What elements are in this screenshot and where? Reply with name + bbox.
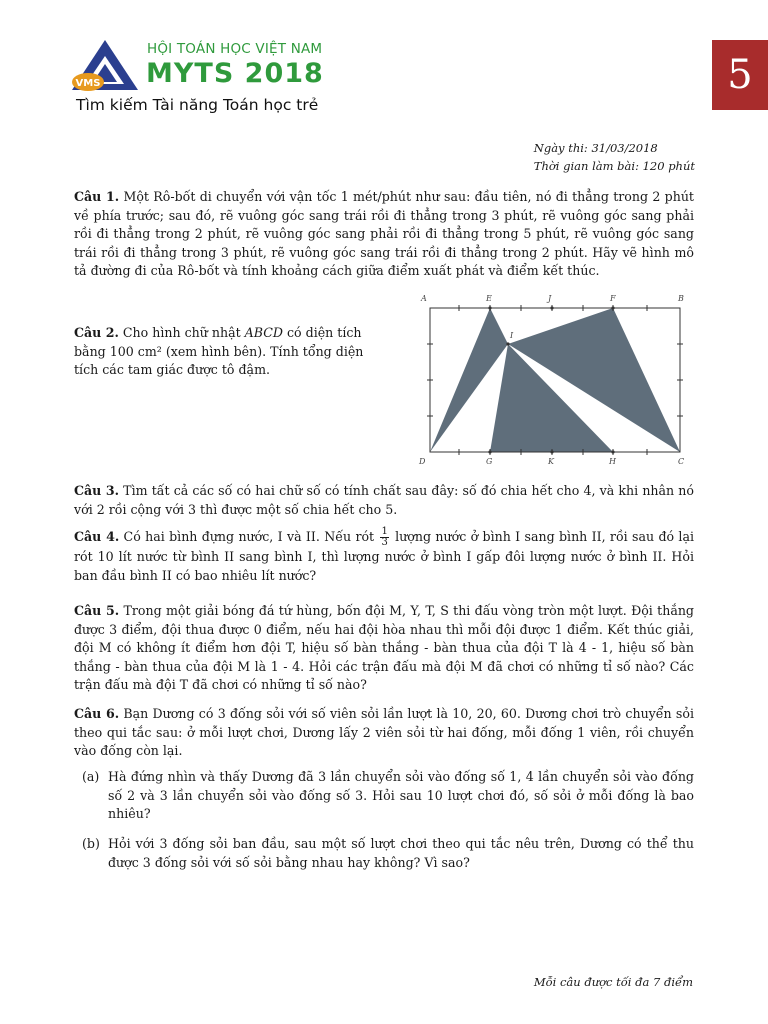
question-label: Câu 1. bbox=[74, 189, 120, 204]
exam-duration: Thời gian làm bài: 120 phút bbox=[533, 159, 695, 173]
part-label: (b) bbox=[82, 836, 100, 851]
question-text: Tìm tất cả các số có hai chữ số có tính chất sau đây: số đó chia hết cho 4, và khi nhân nó với 2 rồi cộng với 3 thì được một số chia hết cho 5. bbox=[74, 483, 695, 517]
part-text: Hỏi với 3 đống sỏi ban đầu, sau một số lượt chơi theo qui tắc nêu trên, Dương có thể thu được 3 đống sỏi với số sỏi bằng nhau hay không? Vì sao? bbox=[108, 836, 694, 870]
label-k: K bbox=[548, 457, 554, 466]
question-6-part-b bbox=[82, 835, 694, 872]
fraction bbox=[380, 527, 388, 548]
tagline: Tìm kiếm Tài năng Toán học trẻ bbox=[76, 96, 319, 114]
logo-text: VMS bbox=[75, 78, 101, 89]
label-f: F bbox=[610, 294, 616, 303]
rectangle-name: ABCD bbox=[244, 325, 283, 340]
question-4 bbox=[74, 527, 694, 585]
label-g: G bbox=[486, 457, 493, 466]
question-1 bbox=[74, 188, 694, 281]
event-title: MYTS 2018 bbox=[146, 58, 324, 89]
question-text: Trong một giải bóng đá tứ hùng, bốn đội M, Y, T, S thi đấu vòng tròn một lượt. Đội thắng được 3 điểm, đội thua được 0 điểm, nếu hai đội hòa nhau thì mỗi đội được 1 điểm. Kết thúc giải, đội M có không ít điểm hơn đội T, hiệu số bàn thắng - bàn thua của đội T là 4 - 1, hiệu số bàn thắng - bàn thua của đội M là 1 - 4. Hỏi các trận đấu mà đội M đã chơi có những tỉ số nào? Các trận đấu mà đội T đã chơi có những tỉ số nào? bbox=[74, 603, 694, 692]
question-text: Có hai bình đựng nước, I và II. Nếu rót bbox=[119, 529, 379, 544]
question-label: Câu 3. bbox=[74, 483, 120, 498]
organization-name: HỘI TOÁN HỌC VIỆT NAM bbox=[147, 41, 323, 57]
question-2 bbox=[74, 324, 384, 380]
fraction-numerator: 1 bbox=[381, 526, 388, 537]
question-text: lượng nước ở bình I sang bình II, rồi sau đó lại rót 10 lít nước từ bình II sang bình I, thì lượng nước ở bình I gấp đôi lượng nước ở bình II. Hỏi ban đầu bình II có bao nhiêu lít nước? bbox=[74, 529, 694, 583]
question-label: Câu 4. bbox=[74, 529, 120, 544]
exam-meta bbox=[534, 139, 695, 175]
label-b: B bbox=[678, 294, 684, 303]
exam-date: Ngày thi: 31/03/2018 bbox=[533, 141, 658, 155]
label-e: E bbox=[486, 294, 492, 303]
label-j: J bbox=[548, 294, 552, 303]
question-text: Một Rô-bốt di chuyển với vận tốc 1 mét/phút như sau: đầu tiên, nó đi thẳng trong 2 phút về phía trước; sau đó, rẽ vuông góc sang trái rồi đi thẳng trong 3 phút, rẽ vuông góc sang phải rồi đi thẳng trong 2 phút, rẽ vuông góc sang phải rồi đi thẳng trong 5 phút, rẽ vuông góc sang trái rồi đi thẳng trong 3 phút, rẽ vuông góc sang trái rồi đi thẳng trong 2 phút. Hãy vẽ hình mô tả đường đi của Rô-bốt và tính khoảng cách giữa điểm xuất phát và điểm kết thúc. bbox=[74, 189, 694, 278]
question-3 bbox=[74, 482, 694, 519]
label-d: D bbox=[419, 457, 426, 466]
question-6-part-a bbox=[82, 768, 694, 824]
part-text: Hà đứng nhìn và thấy Dương đã 3 lần chuyển sỏi vào đống số 1, 4 lần chuyển sỏi vào đống số 2 và 3 lần chuyển sỏi vào đống số 3. Hỏi sau 10 lượt chơi đó, số sỏi ở mỗi đống là bao nhiêu? bbox=[108, 769, 694, 821]
rectangle-figure bbox=[412, 286, 702, 472]
footer-note: Mỗi câu được tối đa 7 điểm bbox=[533, 975, 693, 989]
question-6 bbox=[74, 705, 694, 761]
question-5 bbox=[74, 602, 694, 695]
question-label: Câu 2. bbox=[74, 325, 119, 340]
question-label: Câu 5. bbox=[74, 603, 120, 618]
page-number-badge: 5 bbox=[712, 40, 768, 110]
vms-logo bbox=[70, 38, 140, 96]
question-text: có diện tích bằng 100 cm² (xem hình bên). Tính tổng diện tích các tam giác được tô đậm. bbox=[74, 325, 364, 377]
label-a: A bbox=[421, 294, 427, 303]
question-text: Cho hình chữ nhật bbox=[118, 325, 245, 340]
question-label: Câu 6. bbox=[74, 706, 120, 721]
fraction-denominator: 3 bbox=[381, 537, 388, 548]
label-c: C bbox=[678, 457, 685, 466]
part-label: (a) bbox=[82, 769, 100, 784]
question-text: Bạn Dương có 3 đống sỏi với số viên sỏi lần lượt là 10, 20, 60. Dương chơi trò chuyển sỏi theo qui tắc sau: ở mỗi lượt chơi, Dương lấy 2 viên sỏi từ hai đống, mỗi đống 1 viên, rồi chuyển vào đống còn lại. bbox=[74, 706, 694, 758]
label-i: I bbox=[510, 331, 514, 340]
label-h: H bbox=[609, 457, 616, 466]
